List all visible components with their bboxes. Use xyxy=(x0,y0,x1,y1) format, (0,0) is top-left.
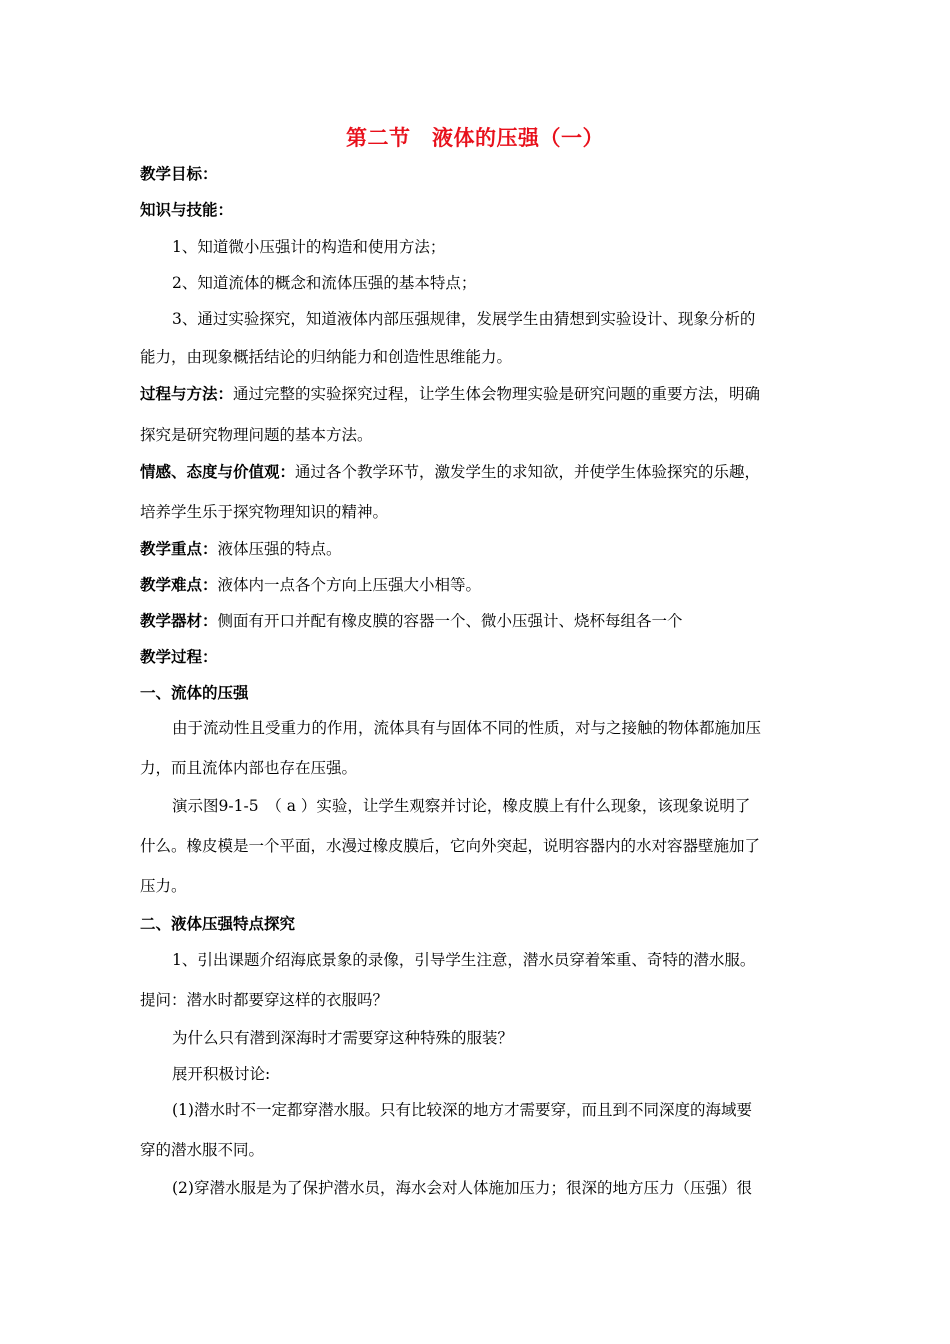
process-method-label: 过程与方法： xyxy=(140,384,234,403)
section-2-point-1-line-1: (1)潜水时不一定都穿潜水服。只有比较深的地方才需要穿，而且到不同深度的海域要 xyxy=(172,1101,752,1119)
emotion-paragraph xyxy=(140,462,812,482)
section-1-heading: 一、流体的压强 xyxy=(140,683,249,702)
section-2-discussion: 展开积极讨论: xyxy=(172,1065,271,1083)
difficulty-paragraph xyxy=(140,575,812,595)
section-1-para-1-line-1: 由于流动性且受重力的作用，流体具有与固体不同的性质，对与之接触的物体都施加压 xyxy=(172,719,762,737)
equipment-label: 教学器材： xyxy=(140,611,218,630)
section-2-point-2-line-1: (2)穿潜水服是为了保护潜水员，海水会对人体施加压力；很深的地方压力（压强）很 xyxy=(172,1179,752,1197)
key-point-text: 液体压强的特点。 xyxy=(217,540,342,558)
process-heading: 教学过程： xyxy=(140,647,218,666)
process-method-line-2: 探究是研究物理问题的基本方法。 xyxy=(140,426,373,444)
section-1-para-2-line-3: 压力。 xyxy=(140,877,187,895)
equipment-text: 侧面有开口并配有橡皮膜的容器一个、微小压强计、烧杯每组各一个 xyxy=(217,612,683,630)
section-1-para-2-line-1: 演示图9-1-5 （ a ）实验，让学生观察并讨论，橡皮膜上有什么现象，该现象说明了 xyxy=(172,797,751,815)
knowledge-item-3-line-1: 3、通过实验探究，知道液体内部压强规律，发展学生由猜想到实验设计、现象分析的 xyxy=(172,310,756,328)
knowledge-item-2: 2、知道流体的概念和流体压强的基本特点； xyxy=(172,274,477,292)
emotion-line-2: 培养学生乐于探究物理知识的精神。 xyxy=(140,503,389,521)
key-point-label: 教学重点： xyxy=(140,539,218,558)
section-1-para-1-line-2: 力，而且流体内部也存在压强。 xyxy=(140,759,358,777)
section-2-question-1: 提问：潜水时都要穿这样的衣服吗？ xyxy=(140,991,389,1009)
section-2-question-2: 为什么只有潜到深海时才需要穿这种特殊的服装？ xyxy=(172,1029,514,1047)
section-2-item-1: 1、引出课题介绍海底景象的录像，引导学生注意，潜水员穿着笨重、奇特的潜水服。 xyxy=(172,951,756,969)
section-1-para-2-line-2: 什么。橡皮模是一个平面，水漫过橡皮膜后，它向外突起，说明容器内的水对容器壁施加了 xyxy=(140,837,761,855)
knowledge-heading: 知识与技能： xyxy=(140,200,234,219)
process-method-paragraph xyxy=(140,384,812,404)
objectives-heading: 教学目标： xyxy=(140,164,218,183)
knowledge-item-3-line-2: 能力，由现象概括结论的归纳能力和创造性思维能力。 xyxy=(140,348,513,366)
difficulty-label: 教学难点： xyxy=(140,575,218,594)
key-point-paragraph xyxy=(140,539,812,559)
equipment-paragraph xyxy=(140,611,812,631)
process-method-text: 通过完整的实验探究过程，让学生体会物理实验是研究问题的重要方法，明确 xyxy=(233,385,761,403)
knowledge-item-1: 1、知道微小压强计的构造和使用方法； xyxy=(172,238,446,256)
emotion-label: 情感、态度与价值观： xyxy=(140,462,296,481)
page-title: 第二节 液体的压强（一） xyxy=(346,125,604,150)
section-2-point-1-line-2: 穿的潜水服不同。 xyxy=(140,1141,265,1159)
difficulty-text: 液体内一点各个方向上压强大小相等。 xyxy=(217,576,482,594)
emotion-text: 通过各个教学环节，激发学生的求知欲，并使学生体验探究的乐趣， xyxy=(295,463,761,481)
section-2-heading: 二、液体压强特点探究 xyxy=(140,914,296,933)
